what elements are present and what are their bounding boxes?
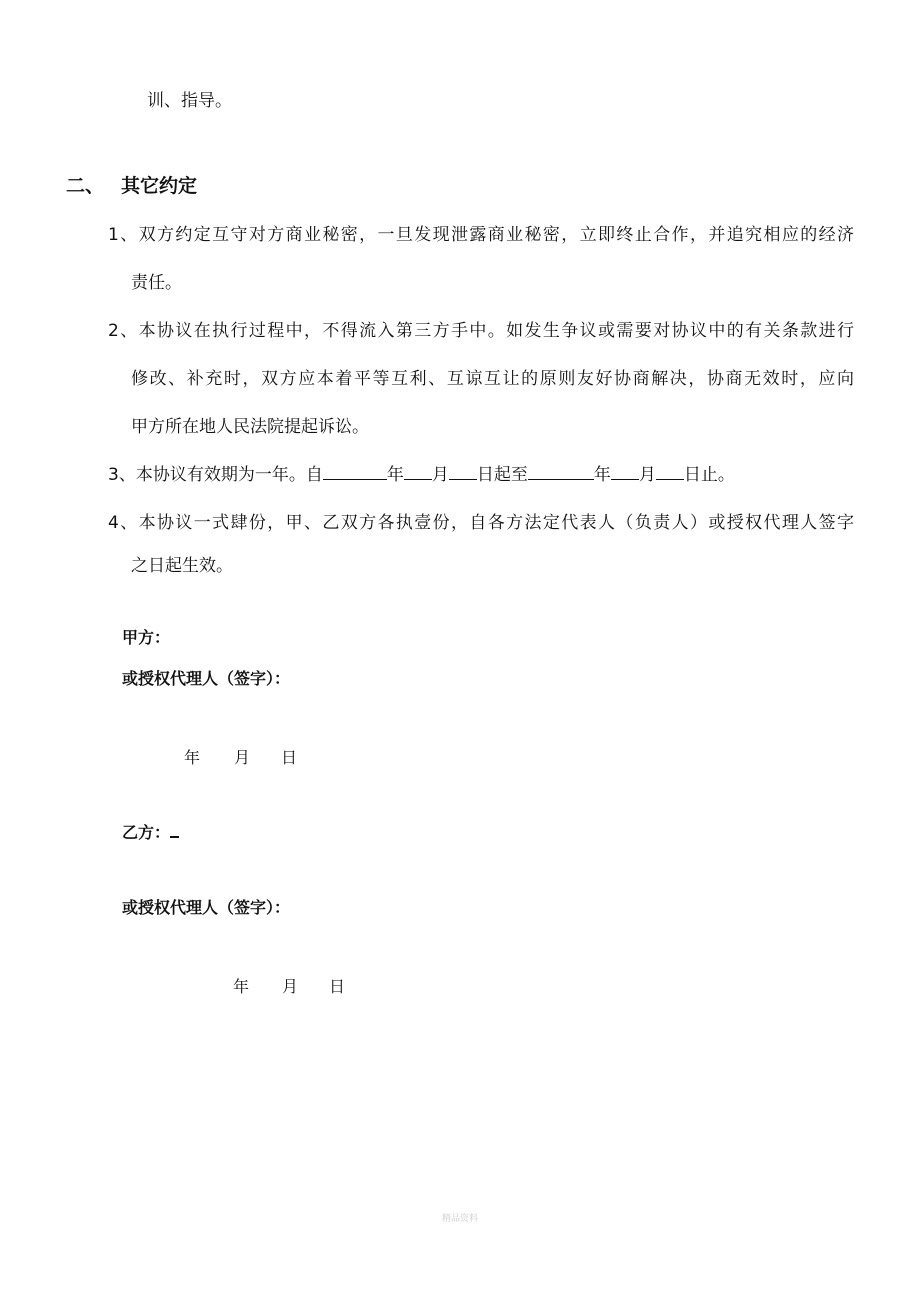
party-b-date-day: 日 <box>329 977 346 996</box>
section-number: 二、 <box>66 175 105 197</box>
party-b-label <box>122 820 179 844</box>
party-a-date-day: 日 <box>281 748 298 767</box>
clause-3-month-1: 月 <box>431 465 449 485</box>
end-month-blank[interactable] <box>611 463 639 480</box>
clause-3-day-2: 日止。 <box>683 465 735 485</box>
clause-4-line-2: 之日起生效。 <box>131 556 233 576</box>
continuation-text: 训、指导。 <box>147 91 232 111</box>
party-a-label: 甲方： <box>122 628 171 647</box>
party-b-date <box>233 976 345 998</box>
party-b-label-text: 乙方： <box>122 823 171 842</box>
start-month-blank[interactable] <box>404 463 432 480</box>
clause-3-day-1: 日起至 <box>476 465 528 485</box>
start-day-blank[interactable] <box>449 463 477 480</box>
clause-3-year-2: 年 <box>593 465 611 485</box>
clause-1-line-1: 1、双方约定互守对方商业秘密，一旦发现泄露商业秘密，立即终止合作，并追究相应的经济 <box>108 225 854 245</box>
party-a-agent-label: 或授权代理人（签字）： <box>122 669 291 688</box>
party-a-date-month: 月 <box>234 748 251 767</box>
section-title: 其它约定 <box>121 175 198 197</box>
clause-3-year-1: 年 <box>386 465 404 485</box>
party-a-date-year: 年 <box>184 748 201 767</box>
end-day-blank[interactable] <box>656 463 684 480</box>
clause-2-line-1: 2、本协议在执行过程中，不得流入第三方手中。如发生争议或需要对协议中的有关条款进行 <box>108 321 854 341</box>
clause-3 <box>108 463 735 487</box>
party-b-date-month: 月 <box>282 977 299 996</box>
footer-mark: 精品资料 <box>442 1214 479 1224</box>
clause-2-line-2: 修改、补充时，双方应本着平等互利、互谅互让的原则友好协商解决，协商无效时，应向 <box>131 369 854 389</box>
party-a-date <box>184 747 297 769</box>
party-b-agent-label: 或授权代理人（签字）： <box>122 898 291 917</box>
clause-2-line-3: 甲方所在地人民法院提起诉讼。 <box>131 417 369 437</box>
clause-3-month-2: 月 <box>638 465 656 485</box>
clause-4-line-1: 4、本协议一式肆份，甲、乙双方各执壹份，自各方法定代表人（负责人）或授权代理人签字 <box>108 513 854 533</box>
party-b-date-year: 年 <box>233 977 250 996</box>
end-year-blank[interactable] <box>528 463 594 480</box>
clause-1-line-2: 责任。 <box>131 273 182 293</box>
clause-3-prefix: 3、本协议有效期为一年。自 <box>108 465 323 485</box>
party-b-name-blank[interactable] <box>170 820 179 838</box>
start-year-blank[interactable] <box>323 463 387 480</box>
